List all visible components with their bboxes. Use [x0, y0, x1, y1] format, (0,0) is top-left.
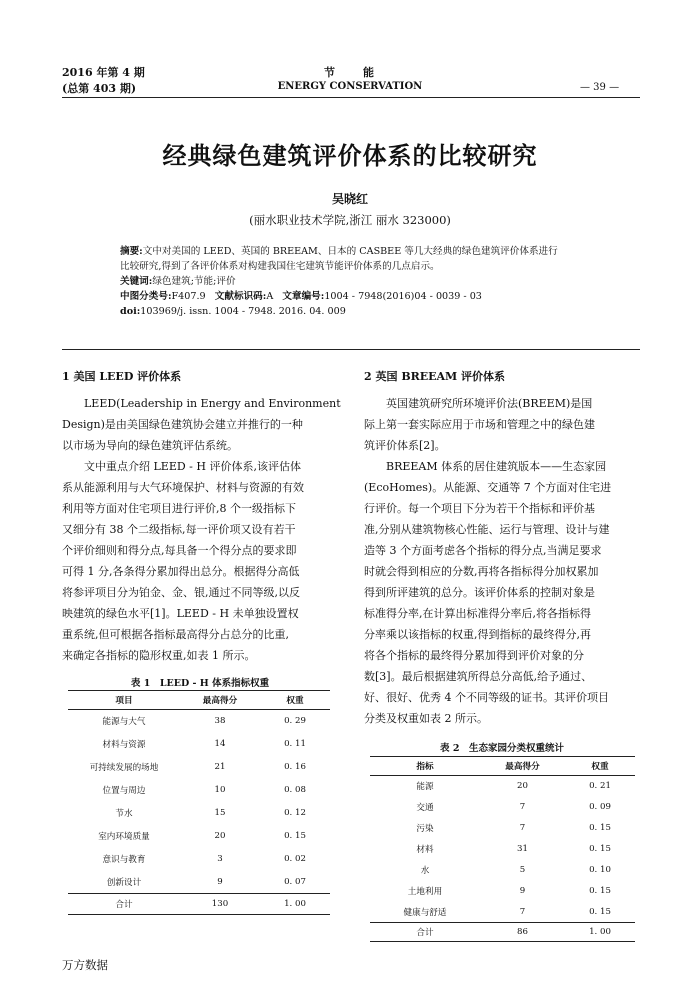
table-total-row [370, 923, 635, 942]
table-cell: 创新设计 [106, 877, 142, 888]
table-cell: 38 [214, 716, 226, 727]
table-cell: 5 [519, 865, 526, 875]
table-cell: 31 [517, 844, 528, 854]
body-line: (EcoHomes)。从能源、交通等 7 个方面对住宅进 [364, 481, 612, 494]
body-line: 以市场为导向的绿色建筑评估系统。 [62, 439, 238, 452]
table-total-cell: 130 [180, 894, 260, 915]
table-cell: 3 [217, 854, 223, 864]
table-cell: 15 [214, 808, 226, 818]
table-cell: 20 [214, 831, 226, 841]
issue-label: 2016 年第 4 期 [62, 66, 145, 79]
section-2-title: 2 英国 BREEAM 评价体系 [364, 370, 506, 383]
doi-label: doi: [120, 306, 141, 317]
body-line: 际上第一套实际应用于市场和管理之中的绿色建 [364, 418, 595, 431]
table-cell: 意识与教育 [102, 855, 146, 865]
table-cell: 节水 [115, 809, 133, 819]
table-cell: 0. 02 [284, 854, 306, 864]
table-cell: 水 [420, 866, 430, 876]
table-cell: 室内环境质量 [98, 832, 150, 842]
table-row [68, 733, 330, 756]
right-column [364, 368, 640, 729]
keywords-label: 关键词: [120, 276, 153, 287]
table-cell: 0. 16 [284, 762, 306, 772]
table-header-cell: 最高得分 [480, 757, 565, 776]
body-line: 将各个指标的最终得分累加得到评价对象的分 [364, 649, 584, 662]
body-line: 英国建筑研究所环境评价法(BREEM)是国 [386, 397, 593, 410]
table-cell: 0. 07 [284, 876, 306, 887]
body-line: 得到所评建筑的总分。该评价体系的控制对象是 [364, 586, 595, 599]
doccode-label: 文献标识码: [214, 291, 267, 302]
table-header-cell: 最高得分 [180, 691, 260, 710]
table-row [370, 902, 635, 923]
table-cell: 健康与舒适 [403, 907, 447, 918]
page-number: — 39 — [580, 82, 620, 93]
table-header-cell: 指标 [370, 757, 480, 776]
table-cell: 21 [214, 762, 226, 772]
header-rule [62, 97, 640, 98]
table-cell: 14 [214, 739, 226, 749]
table-cell: 20 [517, 781, 528, 792]
journal-title-en: ENERGY CONSERVATION [277, 81, 423, 92]
table-cell: 材料 [416, 845, 434, 855]
table-cell: 7 [519, 823, 526, 833]
table-cell: 0. 09 [589, 802, 611, 812]
table-total-cell: 合计 [68, 894, 180, 915]
body-line: 准,分别从建筑物核心性能、运行与管理、设计与建 [364, 523, 610, 536]
table-total-cell: 1. 00 [565, 923, 635, 942]
body-line: 重系统,但可根据各指标最高得分占总分的比重, [62, 628, 289, 641]
table-2-header-row [370, 757, 635, 776]
table-cell: 0. 15 [589, 844, 611, 854]
body-line: 行评价。每一个项目下分为若干个指标和评价基 [364, 502, 595, 515]
table-cell: 0. 12 [284, 808, 306, 818]
table-1-header-row [68, 691, 330, 710]
body-line: 可得 1 分,各条得分累加得出总分。根据得分高低 [62, 565, 300, 578]
left-column-body [62, 393, 341, 666]
body-line: 文中重点介绍 LEED - H 评价体系,该评估体 [84, 460, 301, 473]
clc-label: 中图分类号: [120, 291, 172, 302]
table-row [68, 871, 330, 894]
article-number-label: 文章编号: [282, 291, 325, 302]
table-row [370, 776, 635, 797]
article-title: 经典绿色建筑评价体系的比较研究 [162, 141, 538, 170]
body-line: 映建筑的绿色水平[1]。LEED - H 未单独设置权 [62, 607, 299, 620]
table-cell: 0. 15 [589, 823, 611, 833]
body-line: 分类及权重如表 2 所示。 [364, 712, 488, 725]
table-cell: 位置与周边 [102, 786, 146, 796]
table-row [68, 710, 330, 733]
table-row [68, 779, 330, 802]
table-cell: 10 [214, 785, 226, 795]
body-line: Design)是由美国绿色建筑协会建立并推行的一种 [62, 418, 303, 431]
author: 吴晓红 [331, 192, 368, 206]
doccode: A [266, 291, 274, 302]
body-line: BREEAM 体系的居住建筑版本——生态家园 [386, 460, 607, 473]
body-line: 好、很好、优秀 4 个不同等级的证书。其评价项目 [364, 691, 609, 704]
table-total-row [68, 894, 330, 915]
table-cell: 能源与大气 [102, 717, 146, 728]
table-cell: 0. 11 [284, 739, 306, 749]
table-cell: 0. 15 [589, 886, 611, 896]
table-row [68, 825, 330, 848]
watermark-footer: 万方数据 [62, 958, 108, 972]
body-line: 个评价细则和得分点,每具备一个得分点的要求即 [62, 544, 297, 557]
table-row [68, 756, 330, 779]
total-issue-label: (总第 403 期) [62, 82, 137, 95]
table-total-cell: 合计 [370, 923, 480, 942]
abstract [120, 244, 590, 319]
table-row [370, 881, 635, 902]
body-line: 又细分有 38 个二级指标,每一评价项又设有若干 [62, 523, 296, 536]
table-row [370, 818, 635, 839]
table-cell: 污染 [416, 824, 434, 834]
body-line: 分率乘以该指标的权重,得到指标的最终得分,再 [364, 628, 591, 641]
affiliation: (丽水职业技术学院,浙江 丽水 323000) [249, 213, 451, 227]
abstract-label: 摘要: [120, 246, 143, 257]
body-line: 系从能源利用与大气环境保护、材料与资源的有效 [62, 481, 304, 494]
body-line: 标准得分率,在计算出标准得分率后,将各指标得 [364, 607, 591, 620]
table-cell: 材料与资源 [102, 740, 146, 750]
abstract-line-1: 文中对美国的 LEED、英国的 BREEAM、日本的 CASBEE 等几大经典的绿色建筑评价体系进行 [142, 246, 558, 257]
body-line: 将参评项目分为铂金、金、银,通过不同等级,以反 [62, 586, 300, 599]
table-row [370, 860, 635, 881]
journal-title-cn: 节 能 [324, 66, 376, 79]
body-line: 利用等方面对住宅项目进行评价,8 个一级指标下 [62, 502, 296, 515]
body-line: 时就会得到相应的分数,再将各指标得分加权累加 [364, 565, 599, 578]
table-2-caption: 表 2 生态家园分类权重统计 [440, 743, 564, 754]
table-cell: 0. 21 [589, 781, 611, 792]
table-row [68, 848, 330, 871]
body-line: 数[3]。最后根据建筑所得总分高低,给予通过、 [364, 670, 593, 683]
table-cell: 0. 10 [589, 865, 611, 875]
table-header-cell: 项目 [68, 691, 180, 710]
abstract-line-2: 比较研究,得到了各评价体系对构建我国住宅建筑节能评价体系的几点启示。 [120, 261, 440, 272]
table-cell: 0. 15 [284, 831, 306, 841]
table-cell: 0. 29 [284, 716, 306, 727]
clc-code: F407.9 [171, 291, 206, 302]
table-cell: 9 [519, 886, 526, 896]
table-header-cell: 权重 [260, 691, 330, 710]
table-row [68, 802, 330, 825]
table-cell: 可持续发展的场地 [89, 763, 159, 773]
table-total-cell: 1. 00 [260, 894, 330, 915]
table-1-caption: 表 1 LEED - H 体系指标权重 [130, 678, 270, 689]
table-row [370, 839, 635, 860]
table-cell: 0. 15 [589, 906, 611, 917]
table-cell: 7 [519, 906, 526, 917]
table-cell: 7 [519, 802, 526, 812]
table-1 [68, 690, 330, 915]
body-line: 筑评价体系[2]。 [364, 439, 446, 452]
table-cell: 土地利用 [407, 887, 443, 897]
left-column [62, 368, 341, 666]
table-cell: 0. 08 [284, 785, 306, 795]
table-header-cell: 权重 [565, 757, 635, 776]
body-line: 来确定各指标的隐形权重,如表 1 所示。 [62, 649, 256, 662]
table-cell: 能源 [416, 782, 434, 793]
table-row [370, 797, 635, 818]
keywords: 绿色建筑;节能;评价 [152, 276, 236, 287]
table-cell: 交通 [416, 803, 434, 813]
section-1-title: 1 美国 LEED 评价体系 [62, 370, 182, 383]
right-column-body [364, 393, 640, 729]
table-cell: 9 [217, 876, 223, 887]
abstract-rule [62, 349, 640, 350]
body-line: 造等 3 个方面考虑各个指标的得分点,当满足要求 [364, 544, 602, 557]
table-total-cell: 86 [480, 923, 565, 942]
article-number: 1004 - 7948(2016)04 - 0039 - 03 [324, 291, 482, 302]
body-line: LEED(Leadership in Energy and Environment [84, 397, 341, 410]
doi: 103969/j. issn. 1004 - 7948. 2016. 04. 009 [140, 306, 346, 317]
table-2 [370, 756, 635, 942]
